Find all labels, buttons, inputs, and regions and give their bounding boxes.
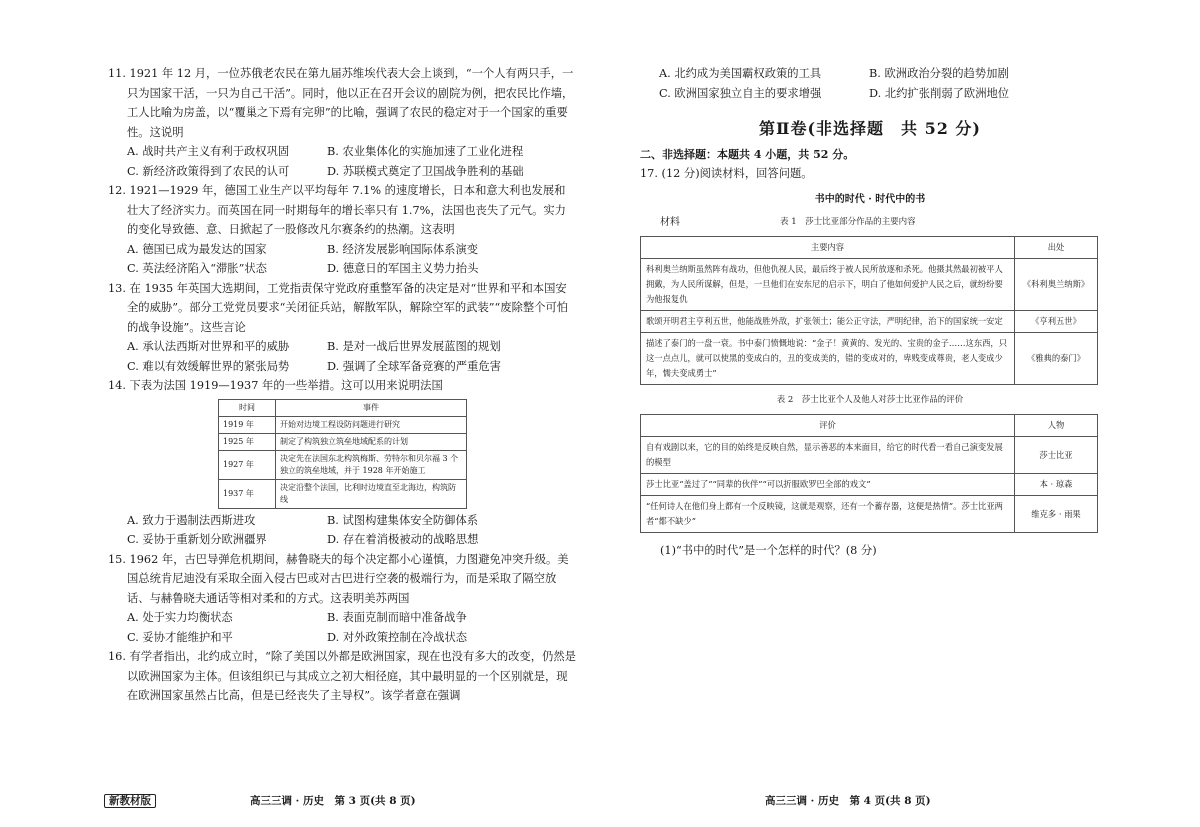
cell-content: 歌颂开明君主亨利五世，他能战胜外敌，扩张领土；能公正守法，严明纪律，治下的国家统一安定 (641, 310, 1015, 332)
question-14 (108, 376, 576, 550)
cell-year: 1937 年 (219, 479, 276, 508)
options (108, 337, 576, 376)
option-b: B. 农业集体化的实施加速了工业化进程 (327, 145, 524, 158)
option-c: C. 新经济政策得到了农民的认可 (127, 164, 290, 178)
option-c: C. 妥协才能维护和平 (127, 630, 233, 644)
option-a: A. 致力于遏制法西斯进攻 (127, 513, 256, 527)
table-row (641, 258, 1098, 310)
section-title: 第Ⅱ卷(非选择题 共 52 分) (758, 119, 982, 138)
cell-person: 莎士比亚 (1015, 437, 1098, 474)
cell-year: 1927 年 (219, 450, 276, 479)
option-a: A. 北约成为美国霸权政策的工具 (659, 67, 822, 80)
table-row (219, 416, 467, 433)
question-stem: 11. 1921 年 12 月，一位苏俄老农民在第九届苏维埃代表大会上谈到，“一个人有两只手，一只为国家干活，一只为自己干活”。同时，他以正在召开会议的剧院为例，把农民比作墙，工人比喻为房盖，以“覆巢之下焉有完卵”的比喻，强调了农民的稳定对于一个国家的重要性。这说明 (108, 67, 574, 139)
option-d: D. 强调了全球军备竞赛的严重危害 (327, 359, 501, 373)
right-column (640, 64, 1100, 561)
option-b: B. 表面克制而暗中准备战争 (327, 611, 467, 624)
header-source: 出处 (1015, 236, 1098, 258)
option-b: B. 试图构建集体安全防御体系 (327, 513, 479, 527)
options (108, 142, 576, 181)
cell-content: 科利奥兰纳斯虽然阵有战功，但他仇视人民，最后终于被人民所放逐和杀死。他摄其然最初被平人拥戴，为人民所谋解，但是，一旦他们在安东尼的启示下，明白了他如何爱护人民之后，就纷纷要为他报复仇 (641, 258, 1015, 310)
question-15 (108, 550, 576, 648)
option-d: D. 北约扩张削弱了欧洲地位 (869, 86, 1010, 100)
question-stem: 13. 在 1935 年英国大选期间，工党指责保守党政府重整军备的决定是对“世界和平和本国安全的威胁”。部分工党党员要求“关闭征兵站，解散军队，解除空军的武装”“废除整个可怕的战争设施”。这些言论 (108, 281, 569, 334)
header-person: 人物 (1015, 415, 1098, 437)
cell-source: 《亨利五世》 (1015, 310, 1098, 332)
table-2-evaluations (640, 414, 1098, 533)
option-d: D. 存在着消极被动的战略思想 (327, 533, 479, 546)
table-header-row (219, 399, 467, 416)
question-stem: 14. 下表为法国 1919—1937 年的一些举措。这可以用来说明法国 (108, 379, 443, 392)
table-row (641, 332, 1098, 384)
options (108, 240, 576, 279)
cell-source: 《雅典的泰门》 (1015, 332, 1098, 384)
cell-event: 制定了构筑独立筑垒地域配系的计划 (276, 433, 467, 450)
option-d: D. 苏联模式奠定了卫国战争胜利的基础 (327, 164, 524, 178)
question-11 (108, 64, 576, 181)
option-c: C. 难以有效缓解世界的紧张局势 (127, 359, 290, 373)
table-row (641, 474, 1098, 496)
table-row (219, 479, 467, 508)
option-c: C. 妥协于重新划分欧洲疆界 (127, 533, 267, 546)
cell-year: 1925 年 (219, 433, 276, 450)
header-evaluation: 评价 (641, 415, 1015, 437)
table-header-row (641, 236, 1098, 258)
edition-badge (104, 793, 156, 808)
question-17-sub1: (1)“书中的时代”是一个怎样的时代？(8 分) (660, 544, 877, 557)
cell-event: 决定先在法国东北构筑梅斯、劳特尔和贝尔福 3 个独立的筑垒地域，并于 1928 年开始施工 (276, 450, 467, 479)
options (108, 511, 576, 550)
option-b: B. 是对一战后世界发展蓝图的规划 (327, 340, 501, 353)
cell-person: 本 · 琼森 (1015, 474, 1098, 496)
question-stem: 16. 有学者指出，北约成立时，“除了美国以外都是欧洲国家，现在也没有多大的改变，仍然是以欧洲国家为主体。但该组织已与其成立之初大相径庭，其中最明显的一个区别就是，现在欧洲国家虽然占比高，但是已经丧失了主导权”。该学者意在强调 (108, 650, 576, 702)
option-a: A. 战时共产主义有利于政权巩固 (127, 145, 290, 158)
header-time: 时间 (219, 399, 276, 416)
cell-person: 维克多 · 雨果 (1015, 496, 1098, 533)
option-a: A. 处于实力均衡状态 (127, 611, 233, 624)
cell-evaluation: 自有戏剧以来，它的目的始终是反映自然，显示善恶的本来面目，给它的时代看一看自己演变发展的模型 (641, 437, 1015, 474)
cell-evaluation: 莎士比亚“盖过了”“同辈的伙伴”“可以折服欧罗巴全部的戏文” (641, 474, 1015, 496)
badge-label: 新教材版 (104, 794, 156, 808)
question-17-heading: 书中的时代 · 时代中的书 (814, 193, 926, 205)
question-stem: 15. 1962 年，古巴导弹危机期间，赫鲁晓夫的每个决定都小心谨慎，力图避免冲突升级。美国总统肯尼迪没有采取全面入侵古巴或对古巴进行空袭的极端行为，而是采取了隔空放话、与赫鲁晓夫通话等相对柔和的方式。这表明美苏两国 (108, 552, 569, 605)
cell-source: 《科利奥兰纳斯》 (1015, 258, 1098, 310)
question-16 (108, 647, 576, 706)
options (108, 608, 576, 647)
table-row (219, 450, 467, 479)
option-c: C. 英法经济陷入“滞胀”状态 (127, 262, 267, 275)
cell-year: 1919 年 (219, 416, 276, 433)
table-1-works (640, 236, 1098, 385)
table2-caption: 表 2 莎士比亚个人及他人对莎士比亚作品的评价 (776, 394, 964, 405)
table-row (219, 433, 467, 450)
left-column (108, 64, 576, 706)
option-d: D. 德意日的军国主义势力抬头 (327, 262, 479, 275)
cell-event: 决定沿整个法国，比利时边境直至北海边，构筑防线 (276, 479, 467, 508)
cell-event: 开始对边境工程设防问题进行研究 (276, 416, 467, 433)
table-row (641, 437, 1098, 474)
cell-content: 描述了泰门的一盘一衰。书中泰门愤慨地说：“金子！黄黄的、发光的、宝贵的金子……这东西，只这一点点儿，就可以使黑的变成白的，丑的变成美的，错的变成对的，卑贱变成尊贵，老人变成少年，懦夫变成勇士” (641, 332, 1015, 384)
question-12 (108, 181, 576, 279)
question-17-intro: 17. (12 分)阅读材料，回答问题。 (640, 167, 813, 180)
table1-caption: 表 1 莎士比亚部分作品的主要内容 (780, 217, 916, 227)
cell-evaluation: “任何诗人在他们身上都有一个反映镜，这就是观察，还有一个蓄存器，这便是热情”。莎士比亚两者“都不缺少” (641, 496, 1015, 533)
france-measures-table (218, 399, 467, 509)
option-b: B. 经济发展影响国际体系演变 (327, 242, 479, 256)
page-footer-right: 高三三调 · 历史 第 4 页(共 8 页) (765, 795, 931, 807)
option-a: A. 德国已成为最发达的国家 (127, 242, 267, 256)
page-footer: 高三三调 · 历史 第 3 页(共 8 页) (250, 795, 416, 807)
question-16-options (640, 64, 1100, 103)
header-content: 主要内容 (641, 236, 1015, 258)
option-c: C. 欧洲国家独立自主的要求增强 (659, 86, 822, 100)
header-event: 事件 (276, 399, 467, 416)
material-label: 材料 (660, 217, 680, 228)
table-row (641, 496, 1098, 533)
option-a: A. 承认法西斯对世界和平的威胁 (127, 340, 290, 353)
table-row (641, 310, 1098, 332)
section-instructions: 二、非选择题：本题共 4 小题，共 52 分。 (640, 147, 855, 161)
material-row (640, 213, 1100, 233)
table-header-row (641, 415, 1098, 437)
question-13 (108, 279, 576, 377)
option-d: D. 对外政策控制在冷战状态 (327, 630, 468, 644)
option-b: B. 欧洲政治分裂的趋势加剧 (869, 67, 1009, 80)
question-stem: 12. 1921—1929 年，德国工业生产以平均每年 7.1% 的速度增长，日本和意大利也发展和壮大了经济实力。而英国在同一时期每年的增长率只有 1.7%，法国也丧失了元气。实力的变化导致德、意、日掀起了一股修改凡尔赛条约的热潮。这表明 (108, 184, 566, 236)
